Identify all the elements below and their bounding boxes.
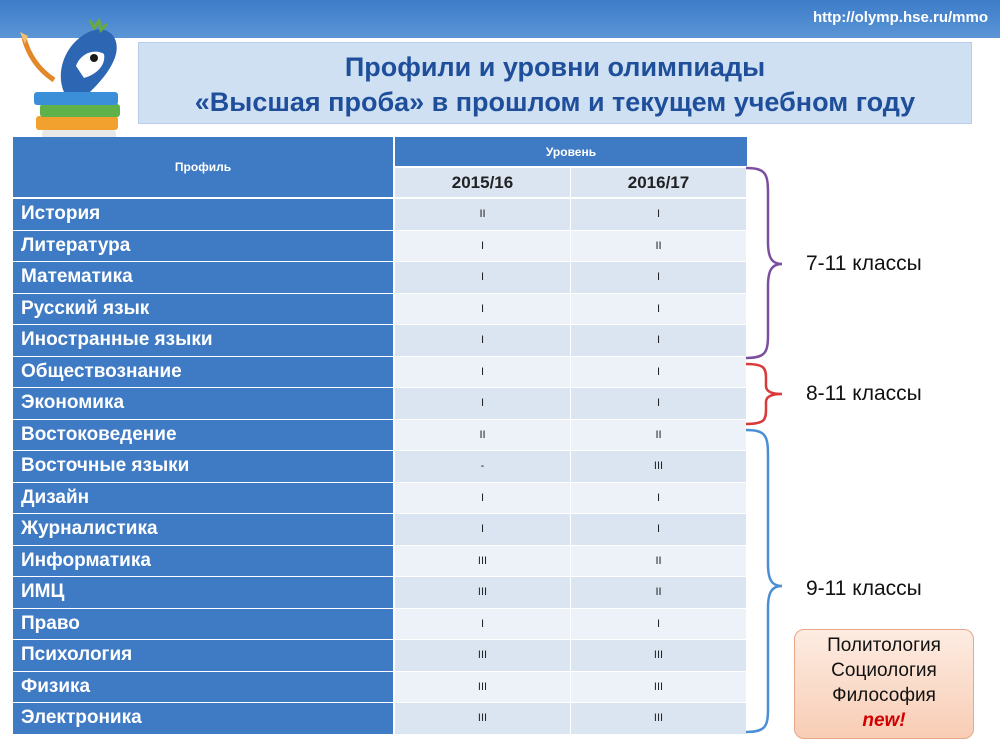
level-2016: III bbox=[571, 640, 747, 672]
level-2015: I bbox=[395, 325, 571, 357]
level-2015: I bbox=[395, 294, 571, 326]
header-profile: Профиль bbox=[13, 137, 395, 199]
table-row bbox=[13, 325, 747, 357]
bracket-8-11 bbox=[746, 364, 782, 424]
level-2015: III bbox=[395, 672, 571, 704]
table-row bbox=[13, 514, 747, 546]
level-2015: III bbox=[395, 546, 571, 578]
profile-name: Иностранные языки bbox=[13, 325, 395, 357]
profile-name: Русский язык bbox=[13, 294, 395, 326]
profile-name: История bbox=[13, 199, 395, 231]
profile-name: Психология bbox=[13, 640, 395, 672]
level-2015: I bbox=[395, 609, 571, 641]
profile-name: Электроника bbox=[13, 703, 395, 735]
level-2015: I bbox=[395, 357, 571, 389]
top-bar bbox=[0, 0, 1000, 38]
level-2016: III bbox=[571, 703, 747, 735]
level-2016: II bbox=[571, 420, 747, 452]
level-2015: I bbox=[395, 483, 571, 515]
level-2015: I bbox=[395, 514, 571, 546]
table-row bbox=[13, 231, 747, 263]
table-row bbox=[13, 357, 747, 389]
table-header-row bbox=[13, 137, 747, 168]
level-2016: II bbox=[571, 577, 747, 609]
new-profile-philosophy: Философия bbox=[832, 685, 936, 706]
table-row bbox=[13, 546, 747, 578]
profile-name: Экономика bbox=[13, 388, 395, 420]
table-row bbox=[13, 388, 747, 420]
table-row bbox=[13, 609, 747, 641]
profile-name: Право bbox=[13, 609, 395, 641]
level-2015: II bbox=[395, 420, 571, 452]
table-row bbox=[13, 577, 747, 609]
level-2016: I bbox=[571, 514, 747, 546]
level-2016: I bbox=[571, 294, 747, 326]
profile-name: Физика bbox=[13, 672, 395, 704]
new-badge: new! bbox=[862, 710, 906, 731]
grade-label-9-11: 9-11 классы bbox=[806, 577, 922, 600]
level-2015: I bbox=[395, 388, 571, 420]
level-2016: I bbox=[571, 483, 747, 515]
profile-name: Информатика bbox=[13, 546, 395, 578]
level-2016: I bbox=[571, 199, 747, 231]
level-2015: II bbox=[395, 199, 571, 231]
title-banner bbox=[138, 42, 972, 124]
profile-name: Востоковедение bbox=[13, 420, 395, 452]
profile-name: Литература bbox=[13, 231, 395, 263]
olympiad-logo bbox=[14, 8, 132, 148]
level-2016: II bbox=[571, 546, 747, 578]
level-2016: I bbox=[571, 388, 747, 420]
table-row bbox=[13, 483, 747, 515]
title-line-1: Профили и уровни олимпиады bbox=[344, 52, 766, 82]
level-2016: II bbox=[571, 231, 747, 263]
table-row bbox=[13, 672, 747, 704]
table-row bbox=[13, 262, 747, 294]
profile-name: Обществознание bbox=[13, 357, 395, 389]
table-row bbox=[13, 703, 747, 735]
level-2016: III bbox=[571, 672, 747, 704]
level-2015: III bbox=[395, 640, 571, 672]
table-row bbox=[13, 451, 747, 483]
level-2015: III bbox=[395, 577, 571, 609]
table-row bbox=[13, 420, 747, 452]
table-row bbox=[13, 640, 747, 672]
grade-label-7-11: 7-11 классы bbox=[806, 252, 922, 275]
level-2016: III bbox=[571, 451, 747, 483]
level-2015: III bbox=[395, 703, 571, 735]
table-row bbox=[13, 294, 747, 326]
level-2015: I bbox=[395, 231, 571, 263]
level-2015: I bbox=[395, 262, 571, 294]
profile-name: Математика bbox=[13, 262, 395, 294]
level-2016: I bbox=[571, 262, 747, 294]
profile-name: ИМЦ bbox=[13, 577, 395, 609]
table-row bbox=[13, 199, 747, 231]
profiles-table bbox=[13, 137, 747, 735]
grade-brackets bbox=[744, 164, 784, 736]
header-year-2016: 2016/17 bbox=[571, 168, 747, 199]
site-url[interactable]: http://olymp.hse.ru/mmo bbox=[812, 9, 988, 26]
bracket-7-11 bbox=[746, 168, 782, 358]
level-2015: - bbox=[395, 451, 571, 483]
level-2016: I bbox=[571, 609, 747, 641]
bracket-9-11 bbox=[746, 430, 782, 732]
grade-label-8-11: 8-11 классы bbox=[806, 382, 922, 405]
title-line-2: «Высшая проба» в прошлом и текущем учебном году bbox=[194, 87, 916, 117]
new-profile-politology: Политология bbox=[827, 635, 941, 656]
level-2016: I bbox=[571, 325, 747, 357]
profile-name: Журналистика bbox=[13, 514, 395, 546]
header-year-2015: 2015/16 bbox=[395, 168, 571, 199]
new-profiles-box bbox=[794, 629, 974, 739]
profile-name: Восточные языки bbox=[13, 451, 395, 483]
level-2016: I bbox=[571, 357, 747, 389]
header-level: Уровень bbox=[395, 137, 747, 168]
new-profile-sociology: Социология bbox=[831, 660, 937, 681]
profile-name: Дизайн bbox=[13, 483, 395, 515]
